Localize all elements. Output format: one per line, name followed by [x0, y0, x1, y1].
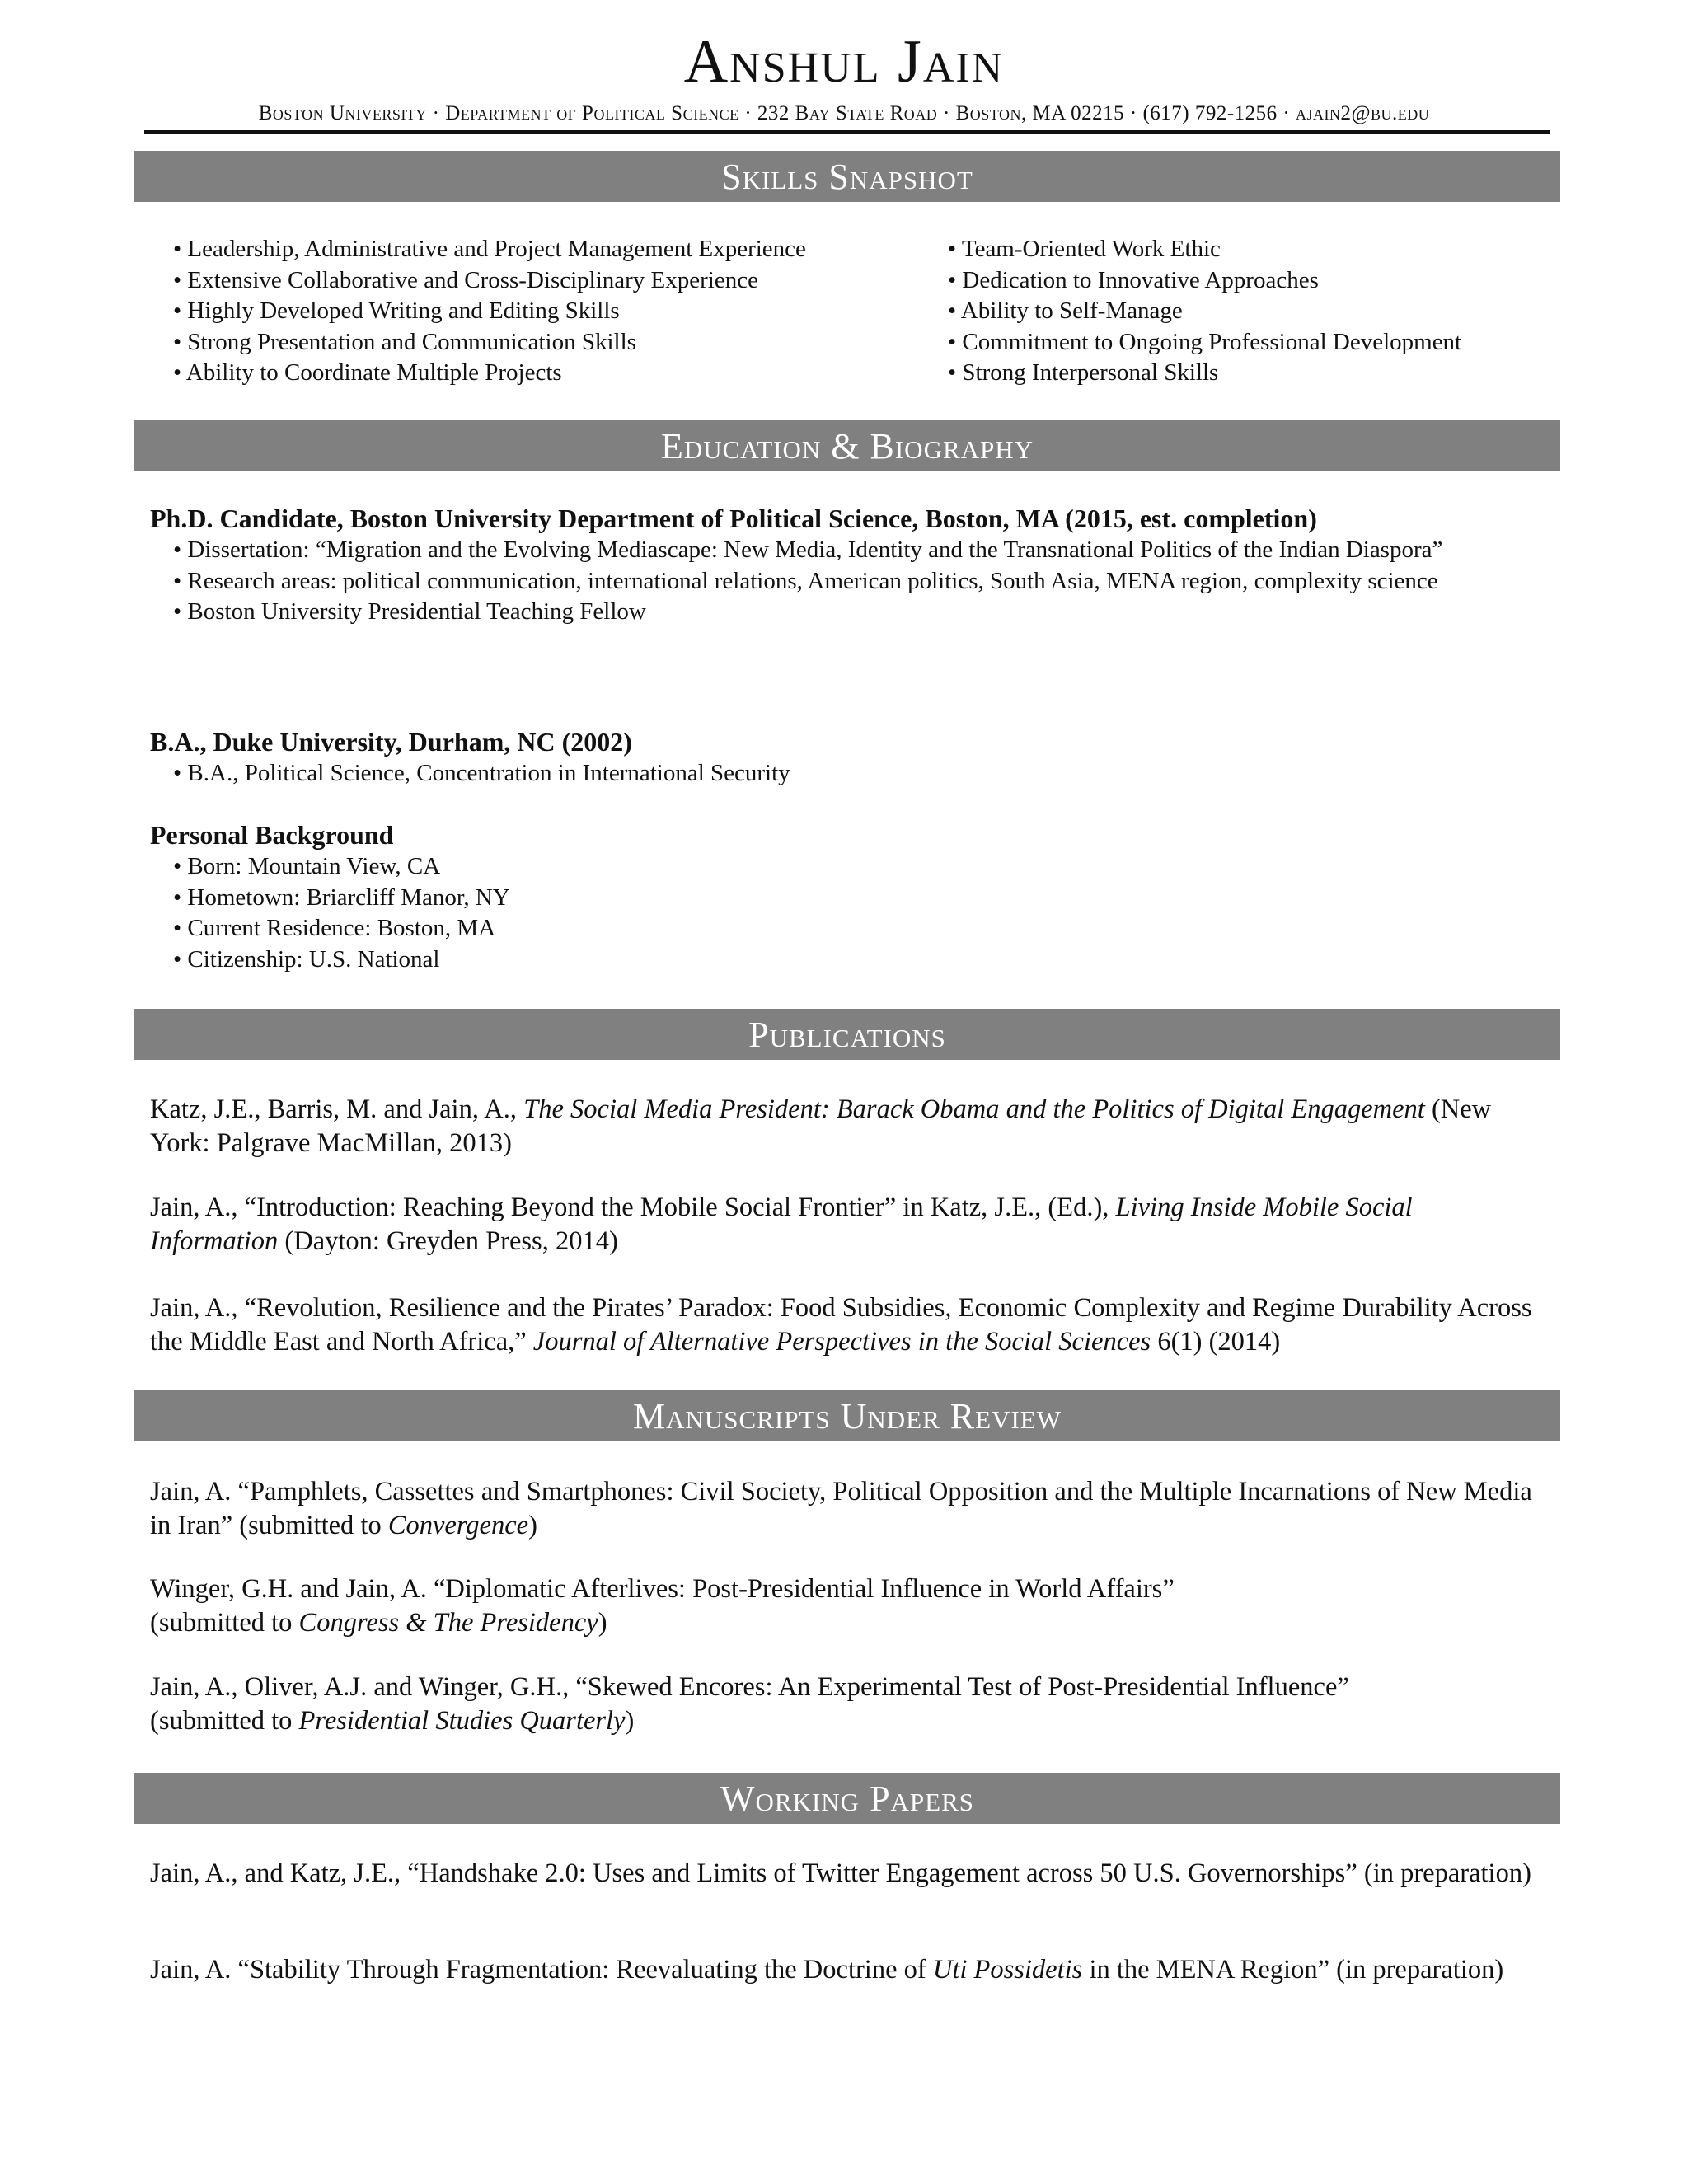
publication-entry [150, 1093, 1543, 1160]
skills-left-column [173, 234, 806, 389]
degree-heading: Ph.D. Candidate, Boston University Department of Political Science, Boston, MA (2015, est. completion) [150, 504, 1317, 533]
skill-item: • Ability to Coordinate Multiple Projects [173, 359, 562, 386]
citation-text: Jain, A. “Stability Through Fragmentation: Reevaluating the Doctrine of [150, 1955, 933, 1985]
citation-title: The Social Media President: Barack Obama and the Politics of Digital Engagement [523, 1094, 1425, 1124]
skill-item: • Highly Developed Writing and Editing Skills [173, 298, 620, 324]
section-header-education: Education & Biography [134, 420, 1560, 471]
citation-text: (submitted to [150, 1706, 299, 1736]
section-header-publications: Publications [134, 1009, 1560, 1060]
citation-text: Jain, A., “Introduction: Reaching Beyond the Mobile Social Frontier” in Katz, J.E., (Ed.), [150, 1193, 1116, 1222]
citation-text: Jain, A., “Revolution, Resilience and the Pirates’ Paradox: Food Subsidies, Economic Complexity and Regime Durability Across the Middle East and North Africa,” [150, 1293, 1532, 1357]
skill-item: • Commitment to Ongoing Professional Development [948, 328, 1462, 355]
skill-item: • Strong Presentation and Communication Skills [173, 328, 636, 355]
personal-bullet: • Citizenship: U.S. National [173, 945, 440, 972]
personal-bullet: • Current Residence: Boston, MA [173, 915, 496, 941]
citation-title: Living Inside Mobile Social Information [150, 1193, 1413, 1256]
skill-item: • Team-Oriented Work Ethic [948, 236, 1221, 262]
citation-journal: Congress & The Presidency [298, 1608, 598, 1638]
citation-text: (New York: Palgrave MacMillan, 2013) [150, 1094, 1492, 1158]
citation-text: ) [528, 1511, 537, 1540]
publication-entry [150, 1291, 1543, 1359]
citation-journal: Presidential Studies Quarterly [298, 1706, 626, 1736]
manuscript-entry [150, 1572, 1543, 1640]
skills-right-column [948, 234, 1461, 389]
citation-text: 6(1) (2014) [1151, 1327, 1281, 1357]
education-ba [150, 725, 1543, 790]
publication-entry [150, 1191, 1543, 1258]
citation-text: Jain, A. “Pamphlets, Cassettes and Smartphones: Civil Society, Political Opposition and the Multiple Incarnations of New Media in Iran” (submitted to [150, 1477, 1532, 1540]
skill-item: • Strong Interpersonal Skills [948, 359, 1219, 386]
citation-text: ) [625, 1706, 635, 1736]
education-bullet: • Dissertation: “Migration and the Evolving Mediascape: New Media, Identity and the Transnational Politics of the Indian Diaspora” [173, 537, 1443, 563]
section-header-working-papers: Working Papers [134, 1773, 1560, 1824]
citation-journal: Convergence [387, 1511, 529, 1540]
working-paper-entry [150, 1953, 1543, 1987]
section-header-manuscripts: Manuscripts Under Review [134, 1390, 1560, 1441]
education-bullet: • Research areas: political communication, international relations, American politics, South Asia, MENA region, complexity science [173, 567, 1438, 594]
citation-title: Journal of Alternative Perspectives in the Social Sciences [532, 1327, 1151, 1357]
header-rule [144, 130, 1550, 134]
candidate-name: Anshul Jain [683, 28, 1005, 96]
skill-item: • Ability to Self-Manage [948, 298, 1183, 324]
citation-text: Jain, A., Oliver, A.J. and Winger, G.H., “Skewed Encores: An Experimental Test of Post-Presidential Influence” [150, 1672, 1349, 1702]
personal-background [150, 818, 1543, 975]
personal-bullet: • Born: Mountain View, CA [173, 853, 441, 879]
citation-text: Katz, J.E., Barris, M. and Jain, A., [150, 1094, 524, 1124]
section-header-skills: Skills Snapshot [134, 151, 1560, 202]
citation-text: ) [598, 1608, 607, 1638]
degree-heading: B.A., Duke University, Durham, NC (2002) [150, 727, 632, 757]
personal-bullet: • Hometown: Briarcliff Manor, NY [173, 883, 510, 911]
education-bullet: • Boston University Presidential Teaching Fellow [173, 598, 646, 625]
education-phd [150, 502, 1543, 628]
personal-heading: Personal Background [150, 820, 394, 850]
manuscript-entry [150, 1475, 1543, 1543]
citation-text: Jain, A., and Katz, J.E., “Handshake 2.0: Uses and Limits of Twitter Engagement across 50 U.S. Governorships” (in preparation) [150, 1858, 1531, 1888]
citation-text: in the MENA Region” (in preparation) [1082, 1955, 1504, 1985]
citation-term: Uti Possidetis [932, 1955, 1083, 1985]
manuscript-entry [150, 1671, 1543, 1738]
skill-item: • Extensive Collaborative and Cross-Disciplinary Experience [173, 266, 758, 293]
skill-item: • Leadership, Administrative and Project Management Experience [173, 236, 806, 262]
citation-text: Winger, G.H. and Jain, A. “Diplomatic Afterlives: Post-Presidential Influence in World Affairs” [150, 1574, 1175, 1604]
education-bullet: • B.A., Political Science, Concentration in International Security [173, 760, 790, 786]
skill-item: • Dedication to Innovative Approaches [948, 266, 1319, 293]
citation-text: (submitted to [150, 1608, 299, 1638]
working-paper-entry [150, 1857, 1543, 1891]
contact-line: Boston University · Department of Political Science · 232 Bay State Road · Boston, MA 02215 · (617) 792-1256 · ajain2@bu.edu [258, 102, 1430, 124]
citation-text: (Dayton: Greyden Press, 2014) [278, 1226, 618, 1256]
